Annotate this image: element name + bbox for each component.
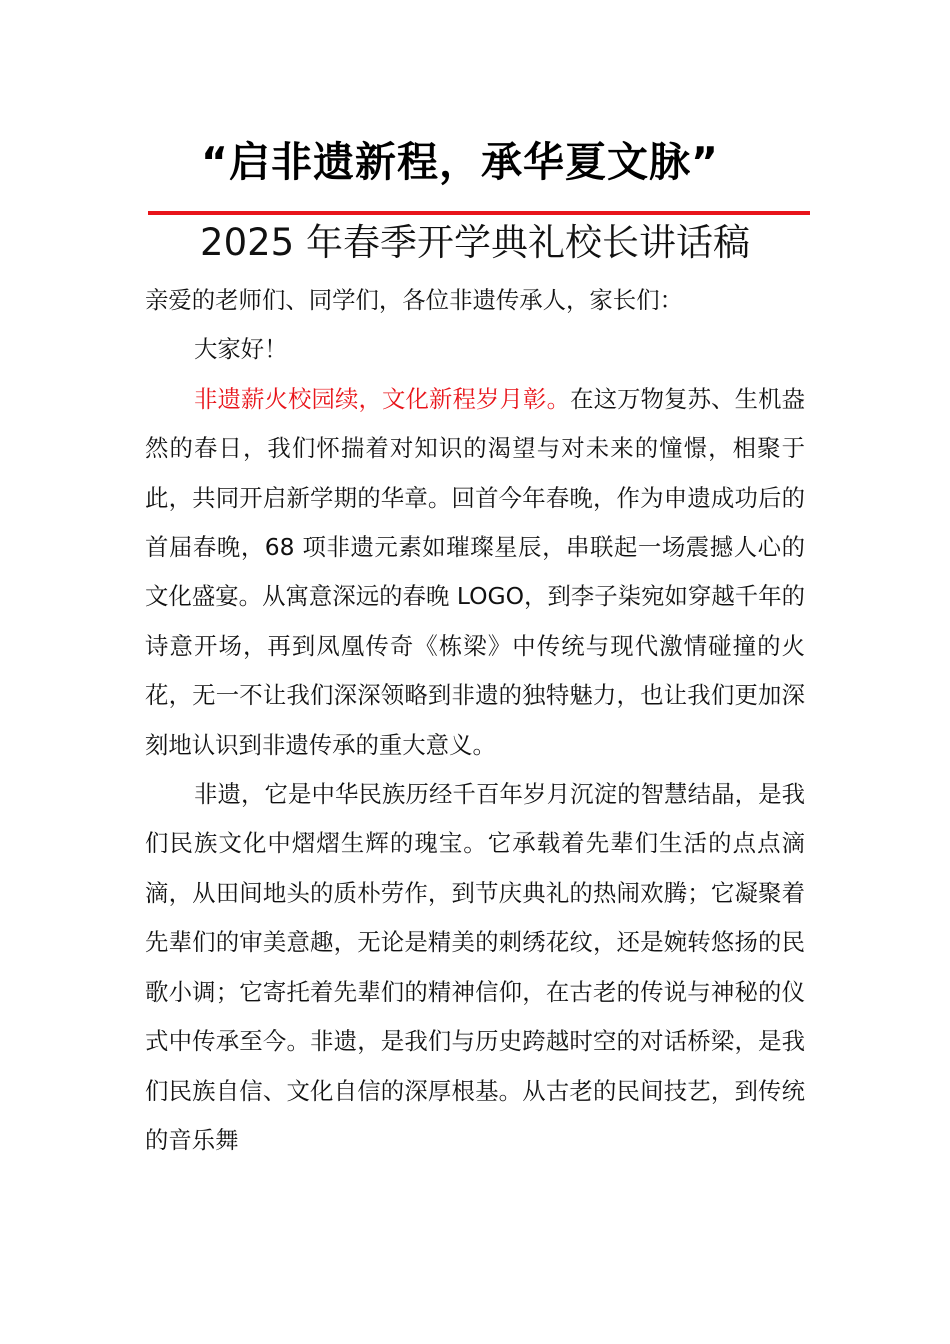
document-subtitle: 2025 年春季开学典礼校长讲话稿 xyxy=(200,221,750,264)
paragraph-1-highlight: 非遗薪火校园续，文化新程岁月彰。 xyxy=(194,384,571,413)
document-body xyxy=(145,276,805,1165)
document-title: “启非遗新程，承华夏文脉” xyxy=(201,138,719,186)
greeting: 大家好！ xyxy=(194,335,288,364)
paragraph-2: 非遗，它是中华民族历经千百年岁月沉淀的智慧结晶，是我们民族文化中熠熠生辉的瑰宝。它承载着先辈们生活的点点滴滴，从田间地头的质朴劳作，到节庆典礼的热闹欢腾；它凝聚着先辈们的审美意趣，无论是精美的刺绣花纹，还是婉转悠扬的民歌小调；它寄托着先辈们的精神信仰，在古老的传说与神秘的仪式中传承至今。非遗，是我们与历史跨越时空的对话桥梁，是我们民族自信、文化自信的深厚根基。从古老的民间技艺，到传统的音乐舞 xyxy=(145,780,805,1154)
salutation: 亲爱的老师们、同学们，各位非遗传承人，家长们： xyxy=(145,286,683,314)
paragraph-1-text: 在这万物复苏、生机盎然的春日，我们怀揣着对知识的渴望与对未来的憧憬，相聚于此，共同开启新学期的华章。回首今年春晚，作为申遗成功后的首届春晚，68 项非遗元素如璀璨星辰，串联起一场震撼人心的文化盛宴。从寓意深远的春晚 LOGO，到李子柒宛如穿越千年的诗意开场，再到凤凰传奇《栋梁》中传统与现代激情碰撞的火花，无一不让我们深深领略到非遗的独特魅力，也让我们更加深刻地认识到非遗传承的重大意义。 xyxy=(145,384,806,759)
paragraph-1 xyxy=(145,375,805,770)
